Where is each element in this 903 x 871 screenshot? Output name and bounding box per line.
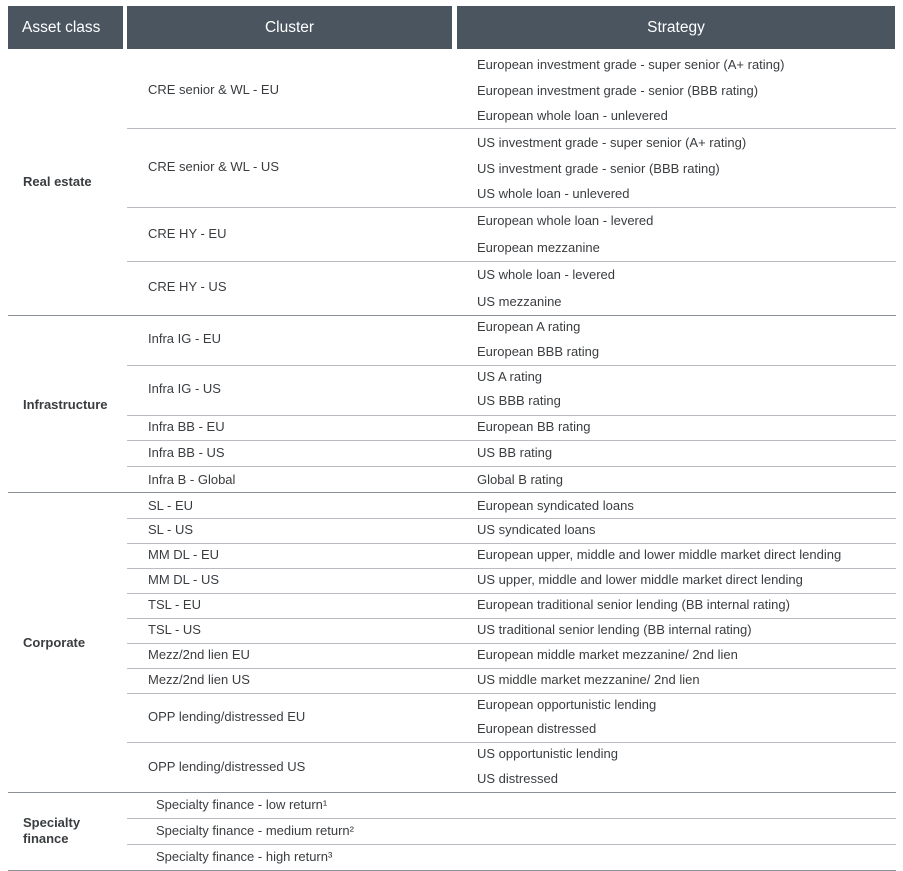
cluster-name: Infra BB - US — [148, 445, 225, 460]
cluster-name: CRE senior & WL - US — [148, 159, 279, 174]
cluster-name: CRE HY - EU — [148, 226, 227, 241]
strategy-item: US whole loan - unlevered — [477, 186, 630, 201]
strategy-item: US upper, middle and lower middle market direct lending — [477, 572, 803, 587]
cluster-name: CRE senior & WL - EU — [148, 82, 279, 97]
row-divider — [127, 261, 896, 262]
row-divider — [127, 844, 896, 845]
row-divider — [127, 668, 896, 669]
cluster-name: Specialty finance - medium return² — [156, 823, 354, 838]
strategy-item: US investment grade - super senior (A+ rating) — [477, 135, 747, 150]
strategy-item: European BBB rating — [477, 344, 600, 359]
row-divider — [127, 593, 896, 594]
row-divider — [127, 440, 896, 441]
row-divider — [127, 568, 896, 569]
strategy-item: US mezzanine — [477, 294, 562, 309]
cluster-name: Infra IG - EU — [148, 331, 221, 346]
strategy-item: Global B rating — [477, 472, 563, 487]
cluster-name: MM DL - EU — [148, 547, 220, 562]
row-divider — [127, 543, 896, 544]
row-divider — [127, 618, 896, 619]
cluster-name: Specialty finance - high return³ — [156, 849, 333, 864]
asset-class-label: Corporate — [23, 635, 86, 650]
strategy-item: US distressed — [477, 771, 558, 786]
row-divider — [127, 466, 896, 467]
strategy-item: European upper, middle and lower middle market direct lending — [477, 547, 842, 562]
strategy-item: US middle market mezzanine/ 2nd lien — [477, 672, 700, 687]
row-divider — [127, 693, 896, 694]
asset-class-label: Specialty finance — [23, 815, 81, 846]
strategy-item: US syndicated loans — [477, 522, 596, 537]
row-divider — [127, 128, 896, 129]
row-divider — [127, 742, 896, 743]
row-divider — [127, 643, 896, 644]
strategy-item: European BB rating — [477, 419, 591, 434]
strategy-item: European investment grade - super senior (A+ rating) — [477, 57, 785, 72]
cluster-name: Mezz/2nd lien US — [148, 672, 250, 687]
cluster-name: MM DL - US — [148, 572, 220, 587]
strategy-item: US BB rating — [477, 445, 553, 460]
strategy-item: US whole loan - levered — [477, 267, 616, 282]
cluster-name: OPP lending/distressed EU — [148, 709, 306, 724]
strategy-item: European opportunistic lending — [477, 697, 657, 712]
cluster-name: SL - EU — [148, 498, 194, 513]
strategy-item: European syndicated loans — [477, 498, 634, 513]
cluster-name: TSL - US — [148, 622, 201, 637]
strategy-item: US A rating — [477, 369, 543, 384]
row-divider — [127, 365, 896, 366]
row-divider — [127, 415, 896, 416]
strategy-item: European middle market mezzanine/ 2nd lien — [477, 647, 738, 662]
group-divider — [8, 315, 896, 316]
cluster-name: Specialty finance - low return¹ — [156, 797, 328, 812]
strategy-item: European whole loan - levered — [477, 213, 654, 228]
strategy-item: US opportunistic lending — [477, 746, 618, 761]
cluster-name: TSL - EU — [148, 597, 201, 612]
row-divider — [127, 207, 896, 208]
cluster-name: Infra B - Global — [148, 472, 236, 487]
asset-class-label: Infrastructure — [23, 397, 108, 412]
strategy-item: European whole loan - unlevered — [477, 108, 668, 123]
strategy-item: European distressed — [477, 721, 597, 736]
cluster-name: CRE HY - US — [148, 279, 227, 294]
strategy-item: European mezzanine — [477, 240, 600, 255]
header-asset-class: Asset class — [8, 6, 123, 49]
group-divider — [8, 792, 896, 793]
asset-class-label: Real estate — [23, 174, 92, 189]
cluster-name: Mezz/2nd lien EU — [148, 647, 250, 662]
strategy-item: US BBB rating — [477, 393, 561, 408]
strategy-item: European A rating — [477, 319, 581, 334]
cluster-name: Infra IG - US — [148, 381, 221, 396]
strategy-item: European traditional senior lending (BB internal rating) — [477, 597, 790, 612]
group-divider — [8, 492, 896, 493]
row-divider — [127, 818, 896, 819]
strategy-item: European investment grade - senior (BBB rating) — [477, 83, 759, 98]
cluster-name: SL - US — [148, 522, 194, 537]
strategy-item: US investment grade - senior (BBB rating) — [477, 161, 720, 176]
cluster-name: OPP lending/distressed US — [148, 759, 306, 774]
cluster-name: Infra BB - EU — [148, 419, 225, 434]
strategy-item: US traditional senior lending (BB internal rating) — [477, 622, 752, 637]
header-strategy: Strategy — [457, 6, 895, 49]
row-divider — [127, 518, 896, 519]
header-cluster: Cluster — [127, 6, 452, 49]
